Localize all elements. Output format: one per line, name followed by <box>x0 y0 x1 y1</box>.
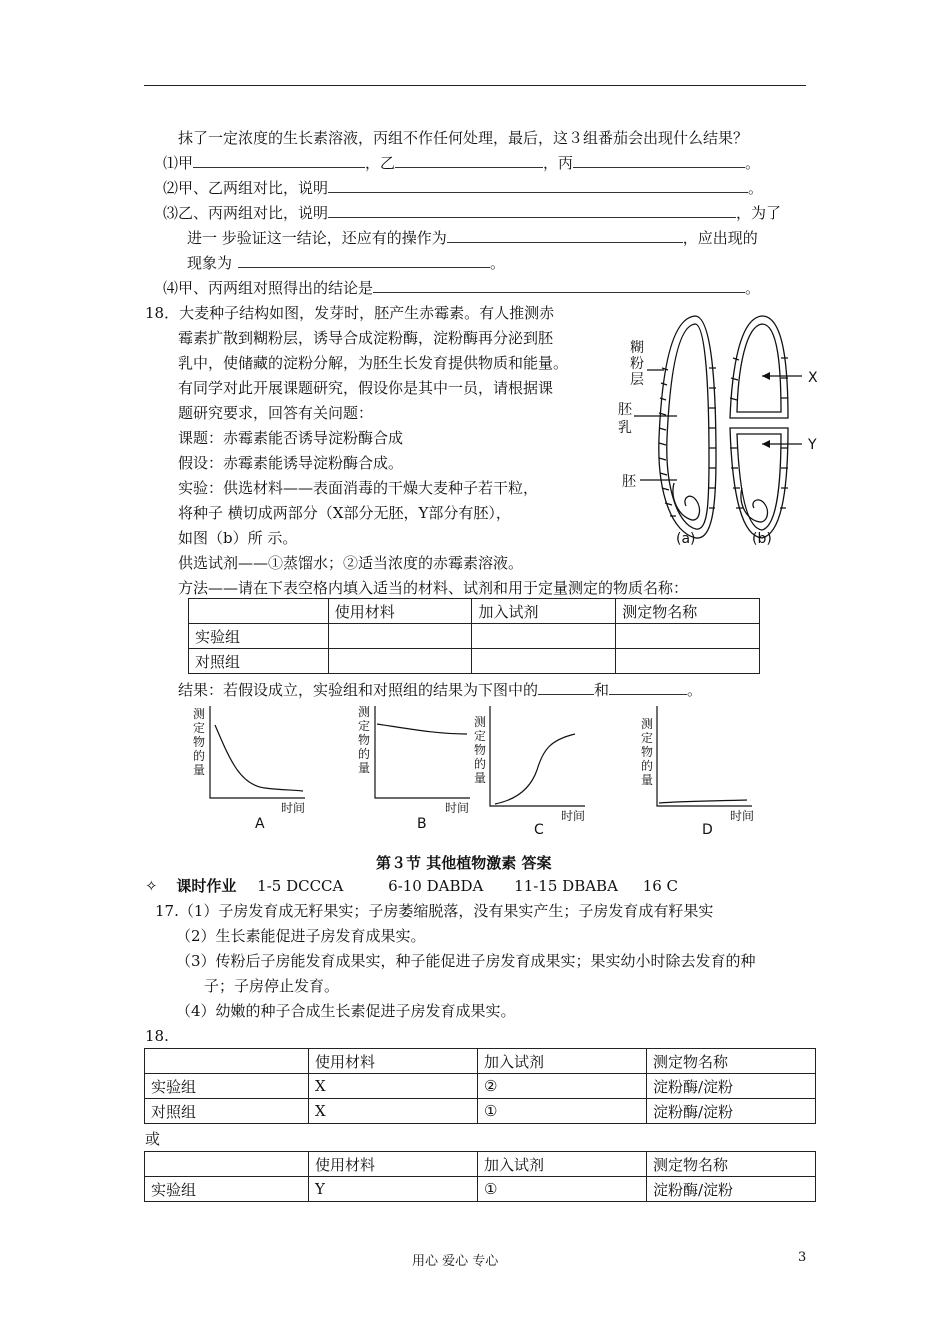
svg-text:量: 量 <box>474 771 487 785</box>
q18-line-9: 如图（b）所 示。 <box>178 529 298 547</box>
q17-part3-line3: 现象为 。 <box>187 251 505 275</box>
graph-c-xlabel: 时间 <box>561 809 586 823</box>
svg-text:测: 测 <box>193 707 206 721</box>
label-b: (b) <box>752 531 772 547</box>
q18-line-8: 将种子 横切成两部分（X部分无胚，Y部分有胚）， <box>178 504 511 522</box>
graph-a-curve <box>215 725 303 791</box>
svg-text:测: 测 <box>474 715 487 729</box>
q17-part2: ⑵甲、乙两组对比，说明 。 <box>163 176 763 200</box>
graph-c-axes <box>490 706 585 806</box>
a17-4: （4）幼嫩的种子合成生长素促进子房发育成果实。 <box>176 1002 516 1020</box>
graph-b-xlabel: 时间 <box>445 801 470 815</box>
q17-part1: ⑴甲 ，乙 ，丙 。 <box>163 151 760 175</box>
svg-text:的: 的 <box>193 749 206 763</box>
q18-line-6: 假设：赤霉素能诱导淀粉酶合成。 <box>178 454 404 472</box>
svg-text:定: 定 <box>641 731 654 745</box>
seed-figure <box>612 308 832 553</box>
label-x: X <box>808 370 818 386</box>
q18-blank-table <box>188 598 760 674</box>
graph-c-label: C <box>534 822 544 838</box>
row-control: 对照组 <box>189 649 329 674</box>
graph-d-axes <box>657 706 752 806</box>
q18-line-5: 课题：赤霉素能否诱导淀粉酶合成 <box>178 429 404 447</box>
svg-text:测: 测 <box>641 717 654 731</box>
svg-text:定: 定 <box>193 721 206 735</box>
q18-line-4: 题研究要求，回答有关问题： <box>178 404 374 422</box>
graph-b-curve <box>377 724 467 734</box>
graph-a-axes <box>210 706 305 798</box>
label-y: Y <box>808 437 817 453</box>
label-peiru-1: 胚 <box>618 402 632 418</box>
svg-text:量: 量 <box>358 761 371 775</box>
svg-text:物: 物 <box>641 745 654 759</box>
q18-result: 结果：若假设成立，实验组和对照组的结果为下图中的 和 。 <box>178 678 702 702</box>
svg-text:的: 的 <box>474 757 487 771</box>
q18-line-2: 乳中，使储藏的淀粉分解，为胚生长发育提供物质和能量。 <box>178 354 569 372</box>
q17-part3: ⑶乙、丙两组对比，说明 ，为了 <box>163 201 781 225</box>
q18-line-1: 霉素扩散到糊粉层，诱导合成淀粉酶，淀粉酶再分泌到胚 <box>178 329 554 347</box>
graph-b-label: B <box>417 816 427 832</box>
header-rule <box>144 85 806 86</box>
homework-icon: ✧ <box>145 877 158 895</box>
a17-2: （2）生长素能促进子房发育成果实。 <box>176 927 426 945</box>
q17-intro: 抹了一定浓度的生长素溶液，丙组不作任何处理，最后，这３组番茄会出现什么结果？ <box>178 129 749 147</box>
graph-a-xlabel: 时间 <box>281 801 306 815</box>
footer-text: 用心 爱心 专心 <box>412 1254 499 1269</box>
graph-d-xlabel: 时间 <box>730 809 755 823</box>
answer-table-2: 使用材料 加入试剂 测定物名称 实验组 Y ① 淀粉酶/淀粉 <box>144 1151 816 1202</box>
svg-text:的: 的 <box>641 759 654 773</box>
th-material: 使用材料 <box>328 599 472 624</box>
graph-a-label: A <box>255 816 265 832</box>
label-hufen-1: 糊 <box>630 340 644 356</box>
graphs <box>185 700 765 840</box>
svg-text:物: 物 <box>474 743 487 757</box>
label-pei: 胚 <box>622 474 636 490</box>
svg-text:物: 物 <box>193 735 206 749</box>
q18-line-10: 供选试剂——①蒸馏水；②适当浓度的赤霉素溶液。 <box>178 554 524 572</box>
or-text: 或 <box>145 1130 161 1148</box>
q17-part4: ⑷甲、丙两组对照得出的结论是 。 <box>163 276 760 300</box>
embryo-a <box>673 483 700 520</box>
a17-3a: （3）传粉后子房能发育成果实，种子能促进子房发育成果实；果实幼小时除去发育的种 <box>176 952 756 970</box>
th-measure: 测定物名称 <box>616 599 760 624</box>
label-peiru-2: 乳 <box>618 420 632 436</box>
graph-d-label: D <box>702 822 713 838</box>
graph-b-axes <box>375 706 470 798</box>
a17-1: 17.（1）子房发育成无籽果实；子房萎缩脱落，没有果实产生；子房发育成有籽果实 <box>155 902 714 920</box>
svg-text:物: 物 <box>358 733 371 747</box>
svg-text:定: 定 <box>474 729 487 743</box>
svg-text:测: 测 <box>358 705 371 719</box>
svg-text:量: 量 <box>641 773 654 787</box>
svg-text:定: 定 <box>358 719 371 733</box>
answer-table-1: 使用材料 加入试剂 测定物名称 实验组 X ② 淀粉酶/淀粉 对照组 X ① 淀粉酶/淀粉 <box>144 1048 816 1124</box>
th-empty <box>189 599 329 624</box>
th-reagent: 加入试剂 <box>472 599 616 624</box>
svg-text:量: 量 <box>193 763 206 777</box>
a18: 18. <box>145 1027 169 1045</box>
label-a: (a) <box>676 531 696 547</box>
graph-c-curve <box>495 734 575 804</box>
graph-d-curve <box>659 800 747 803</box>
q18-line-0: 18．大麦种子结构如图，发芽时，胚产生赤霉素。有人推测赤 <box>145 304 555 322</box>
label-hufen-2: 粉 <box>630 356 644 372</box>
answers-title: 第３节 其他植物激素 答案 <box>376 854 552 872</box>
q18-line-3: 有同学对此开展课题研究，假设你是其中一员，请根据课 <box>178 379 554 397</box>
homework-line: ✧ 课时作业 1-5 DCCCA 6-10 DABDA 11-15 DBABA 16 C <box>145 877 679 895</box>
a17-3b: 子；子房停止发育。 <box>204 977 340 995</box>
svg-text:的: 的 <box>358 747 371 761</box>
q18-line-11: 方法——请在下表空格内填入适当的材料、试剂和用于定量测定的物质名称： <box>178 579 689 597</box>
page-number: 3 <box>798 1250 807 1265</box>
q18-line-7: 实验：供选材料——表面消毒的干燥大麦种子若干粒， <box>178 479 539 497</box>
q17-part3-line2: 进一 步验证这一结论，还应有的操作为 ，应出现的 <box>187 226 758 250</box>
row-experiment: 实验组 <box>189 624 329 649</box>
label-hufen-3: 层 <box>630 372 644 388</box>
